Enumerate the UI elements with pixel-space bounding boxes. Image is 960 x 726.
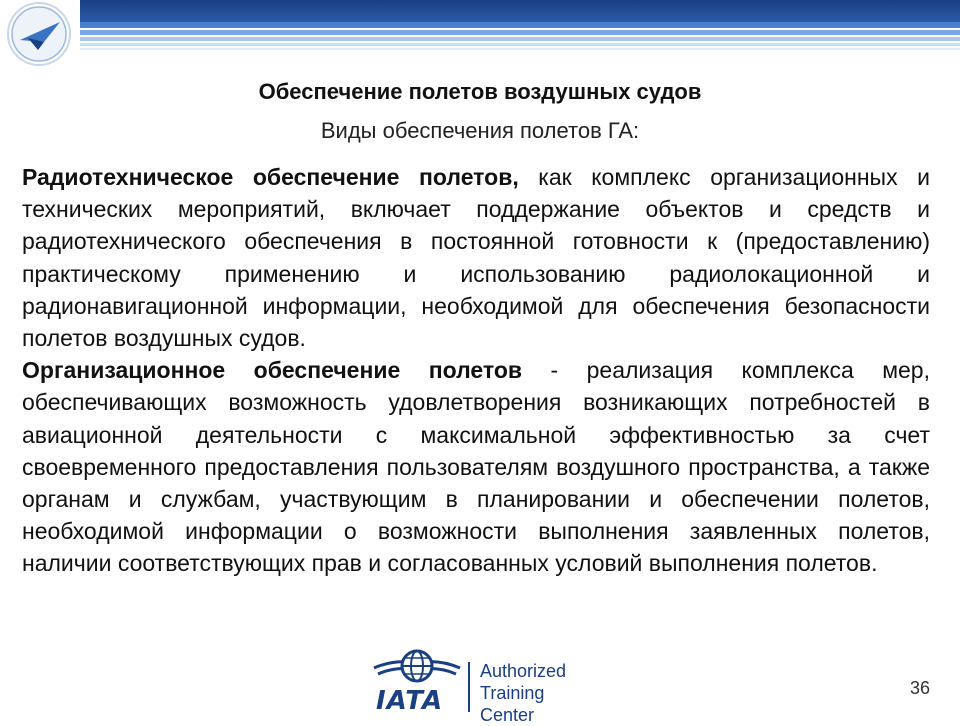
iata-logo xyxy=(372,646,582,725)
slide-subtitle: Виды обеспечения полетов ГА: xyxy=(320,118,640,143)
header-stripes xyxy=(80,22,960,68)
slide-body xyxy=(22,161,930,580)
iata-wordmark: IATA xyxy=(376,686,444,716)
paragraph-term: Организационное обеспечение полетов xyxy=(22,357,523,384)
atc-line: Training Center xyxy=(480,683,545,725)
paragraph-text: - реализация комплекса мер, обеспечивающих возможность удовлетворения возникающих потребностей в авиационной деятельности с максимальной эффективностью за счет своевременного предоставления пользователям воздушного пространства, а также органам и службам, участвующим в планировании и обеспечении полетов, необходимой информации о возможности выполнения заявленных полетов, наличии соответствующих прав и согласованных условий выполнения полетов. xyxy=(22,357,930,577)
atc-line: Authorized xyxy=(480,661,567,681)
page-number: 36 xyxy=(909,678,930,698)
header-stripe xyxy=(80,37,960,41)
header-stripe xyxy=(80,43,960,46)
paragraph-radiotechnical xyxy=(22,161,930,354)
paragraph-term: Радиотехническое обеспечение полетов, xyxy=(22,164,519,190)
header-band xyxy=(80,0,960,22)
slide-title: Обеспечение полетов воздушных судов xyxy=(258,79,702,104)
slide-header xyxy=(0,0,960,70)
iata-globe-icon xyxy=(372,646,462,690)
header-logo xyxy=(0,0,78,68)
header-stripe xyxy=(80,22,960,28)
footer-divider xyxy=(468,662,470,712)
plane-emblem-icon xyxy=(0,0,78,68)
paragraph-text: как комплекс организационных и технических мероприятий, включает поддержание объектов и средств и радиотехнического обеспечения в постоянной готовности к (предоставлению) практическому применению и использованию радиолокационной и радионавигационной информации, необходимой для обеспечения безопасности полетов воздушных судов. xyxy=(22,164,930,352)
atc-caption xyxy=(480,660,590,726)
header-stripe xyxy=(80,30,960,35)
header-stripe xyxy=(80,48,960,50)
paragraph-organizational xyxy=(22,354,930,579)
